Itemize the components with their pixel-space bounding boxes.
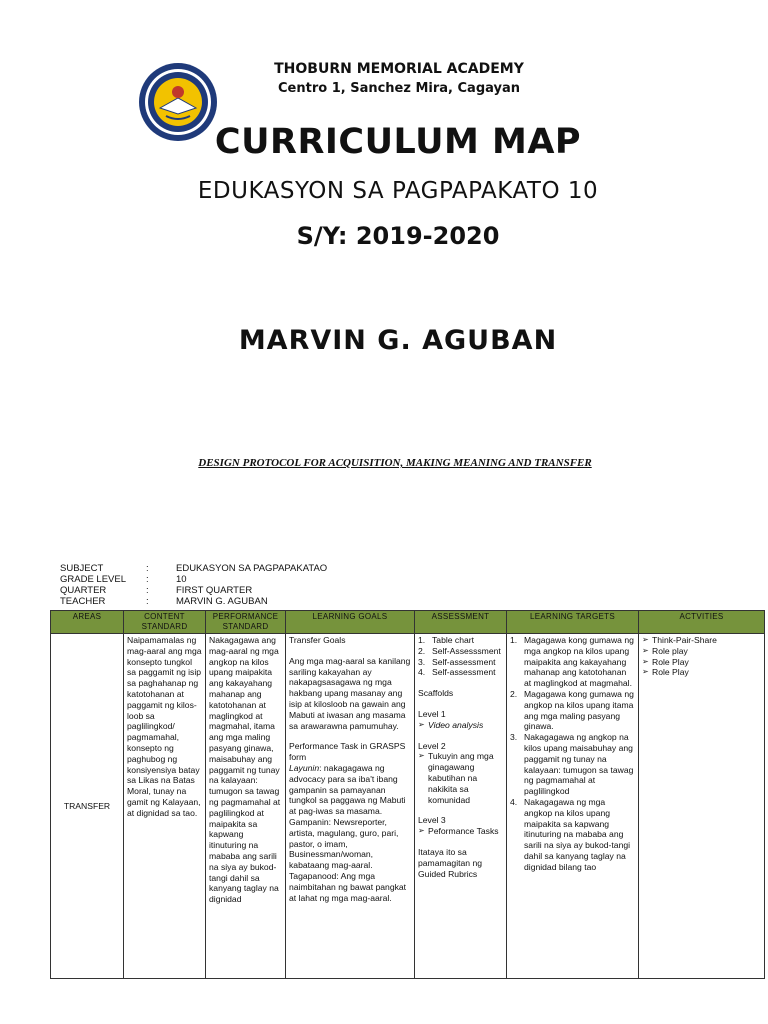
table-row: [51, 634, 765, 979]
transfer-goals-heading: Transfer Goals: [289, 635, 346, 645]
main-title: CURRICULUM MAP: [214, 122, 582, 162]
header-assessment: ASSESSMENT: [415, 611, 507, 634]
level-1-item: ➢ Video analysis: [418, 720, 503, 731]
info-key: SUBJECT: [60, 563, 104, 574]
curriculum-map-table: [50, 610, 765, 979]
list-item: ➢ Role Play: [642, 657, 761, 668]
info-key: TEACHER: [60, 596, 106, 607]
level-3-item: ➢ Peformance Tasks: [418, 826, 503, 837]
subject-info: [60, 563, 327, 607]
header-areas: AREAS: [51, 611, 124, 634]
info-sep: :: [146, 563, 149, 574]
info-row: [60, 596, 327, 607]
info-key: QUARTER: [60, 585, 107, 596]
header-performance-standard: PERFORMANCE STANDARD: [206, 611, 286, 634]
info-sep: :: [146, 585, 149, 596]
content-standard-cell: [124, 634, 206, 979]
header-learning-goals: LEARNING GOALS: [286, 611, 415, 634]
info-value: MARVIN G. AGUBAN: [176, 596, 268, 607]
header-activities: ACTVITIES: [639, 611, 765, 634]
info-value: FIRST QUARTER: [176, 585, 253, 596]
level-2-item: ➢ Tukuyin ang mga ginagawang kabutihan na nakikita sa komunidad: [418, 751, 503, 805]
task-label: Layunin: [289, 762, 320, 773]
school-address: Centro 1, Sanchez Mira, Cagayan: [278, 81, 520, 96]
header-learning-targets: LEARNING TARGETS: [507, 611, 639, 634]
learning-targets-list: [510, 635, 635, 873]
task-role: Gampanin: Newsreporter, artista, magulang, guro, pari, pastor, o imam, Businessman/woman, kabataang mag-aaral.: [289, 816, 399, 871]
list-item: 2. Self-Assesssment: [418, 645, 501, 656]
list-item: 1. Table chart: [418, 635, 475, 645]
activities-list: [642, 635, 761, 678]
header-content-standard: CONTENT STANDARD: [124, 611, 206, 634]
list-item: 4. Nakagagawa ng mga angkop na kilos upang maipakita sa kapwang itinuturing na mababa ang sarili na siya ay bukod-tangi dahil sa kanyang taglay na dignidad bilang tao: [510, 796, 631, 872]
subject-title: EDUKASYON SA PAGPAPAKATO 10: [197, 178, 599, 204]
info-row: [60, 563, 327, 574]
activities-cell: [639, 634, 765, 979]
performance-standard-text: Nakagagawa ang mag-aaral ng mga angkop na kilos upang maipakita ang kakayahang mahanap ang katotohanan at maglingkod at magmahal, itama ang mga maling pasyang ginawa, maisabuhay ang paggamit ng tunay na kalayaan: tumugon sa tawag ng pagmamahal at paglilingkod at maipakita sa kapwang itinuturing na mababa ang sarili na siya ay bukod-tangi dahil sa kanyang taglay na dignidad: [209, 635, 281, 905]
info-sep: :: [146, 574, 149, 585]
list-item: ➢ Role Play: [642, 667, 761, 678]
list-item: 4. Self-assessment: [418, 667, 496, 678]
scaffolds-label: Scaffolds: [418, 688, 454, 699]
content-standard-text: Naipamamalas ng mag-aaral ang mga konsepto tungkol sa paggamit ng isip sa paghahanap ng katotohanan at paggamit ng kilos-loob sa paglilingkod/ pagmamahal, konsepto ng paghubog ng konsiyensiya batay sa Likas na Batas Moral, tunay na gamit ng Kalayaan, at dignidad sa tao.: [127, 635, 202, 818]
school-year-title: S/Y: 2019-2020: [296, 222, 500, 250]
level-1-label: Level 1: [418, 708, 446, 719]
teacher-title: MARVIN G. AGUBAN: [238, 325, 558, 356]
list-item: 3. Nakagagawa ng angkop na kilos upang maisabuhay ang paggamit ng tunay na kalayaan: tumugon sa tawag ng pagmamahal at paglilingkod: [510, 732, 634, 797]
school-header: [240, 60, 558, 98]
info-value: 10: [176, 574, 187, 585]
info-row: [60, 574, 327, 585]
transfer-goal-text: Ang mga mag-aaral sa kanilang sariling kakayahan ay nakapagsasagawa ng mga hakbang upang masanay ang isip at kilosloob na gawain ang Mabuti at iwasan ang masama sa arawarawna pamumuhay.: [289, 655, 411, 731]
info-sep: :: [146, 596, 149, 607]
list-item: ➢ Role play: [642, 646, 761, 657]
table-header-row: [51, 611, 765, 634]
level-3-label: Level 3: [418, 815, 446, 826]
performance-task-heading: Performance Task in GRASPS form: [289, 741, 406, 763]
area-cell: TRANSFER: [51, 634, 124, 979]
level-2-label: Level 2: [418, 740, 446, 751]
learning-goals-cell: [286, 634, 415, 979]
school-name: THOBURN MEMORIAL ACADEMY: [274, 61, 524, 77]
list-item: 1. Magagawa kong gumawa ng mga angkop na kilos upang maipakita ang kakayahang mahanap ang katotohanan at maglingkod at magmahal.: [510, 635, 634, 689]
learning-targets-cell: [507, 634, 639, 979]
list-item: ➢ Think-Pair-Share: [642, 635, 761, 646]
assessment-note: Itataya ito sa pamamagitan ng Guided Rubrics: [418, 846, 483, 879]
task-audience: Tagapanood: Ang mga naimbitahan ng bawat pangkat at lahat ng mga mag-aaral.: [289, 870, 407, 903]
info-row: [60, 585, 327, 596]
list-item: 3. Self-assessment: [418, 656, 496, 667]
design-protocol-heading: DESIGN PROTOCOL FOR ACQUISITION, MAKING MEANING AND TRANSFER: [198, 457, 592, 469]
task-text: : nakagagawa ng advocacy para sa iba't ibang gampanin sa pamayanan tungkol sa paggawa ng Mabuti at pag-iwas sa masama.: [289, 762, 406, 817]
info-key: GRADE LEVEL: [60, 574, 126, 585]
list-item: 2. Magagawa kong gumawa ng angkop na kilos upang itama ang mga maling pasyang ginawa.: [510, 688, 634, 732]
assessment-list: [418, 635, 503, 678]
assessment-cell: [415, 634, 507, 979]
performance-standard-cell: [206, 634, 286, 979]
info-value: EDUKASYON SA PAGPAPAKATAO: [176, 563, 328, 574]
